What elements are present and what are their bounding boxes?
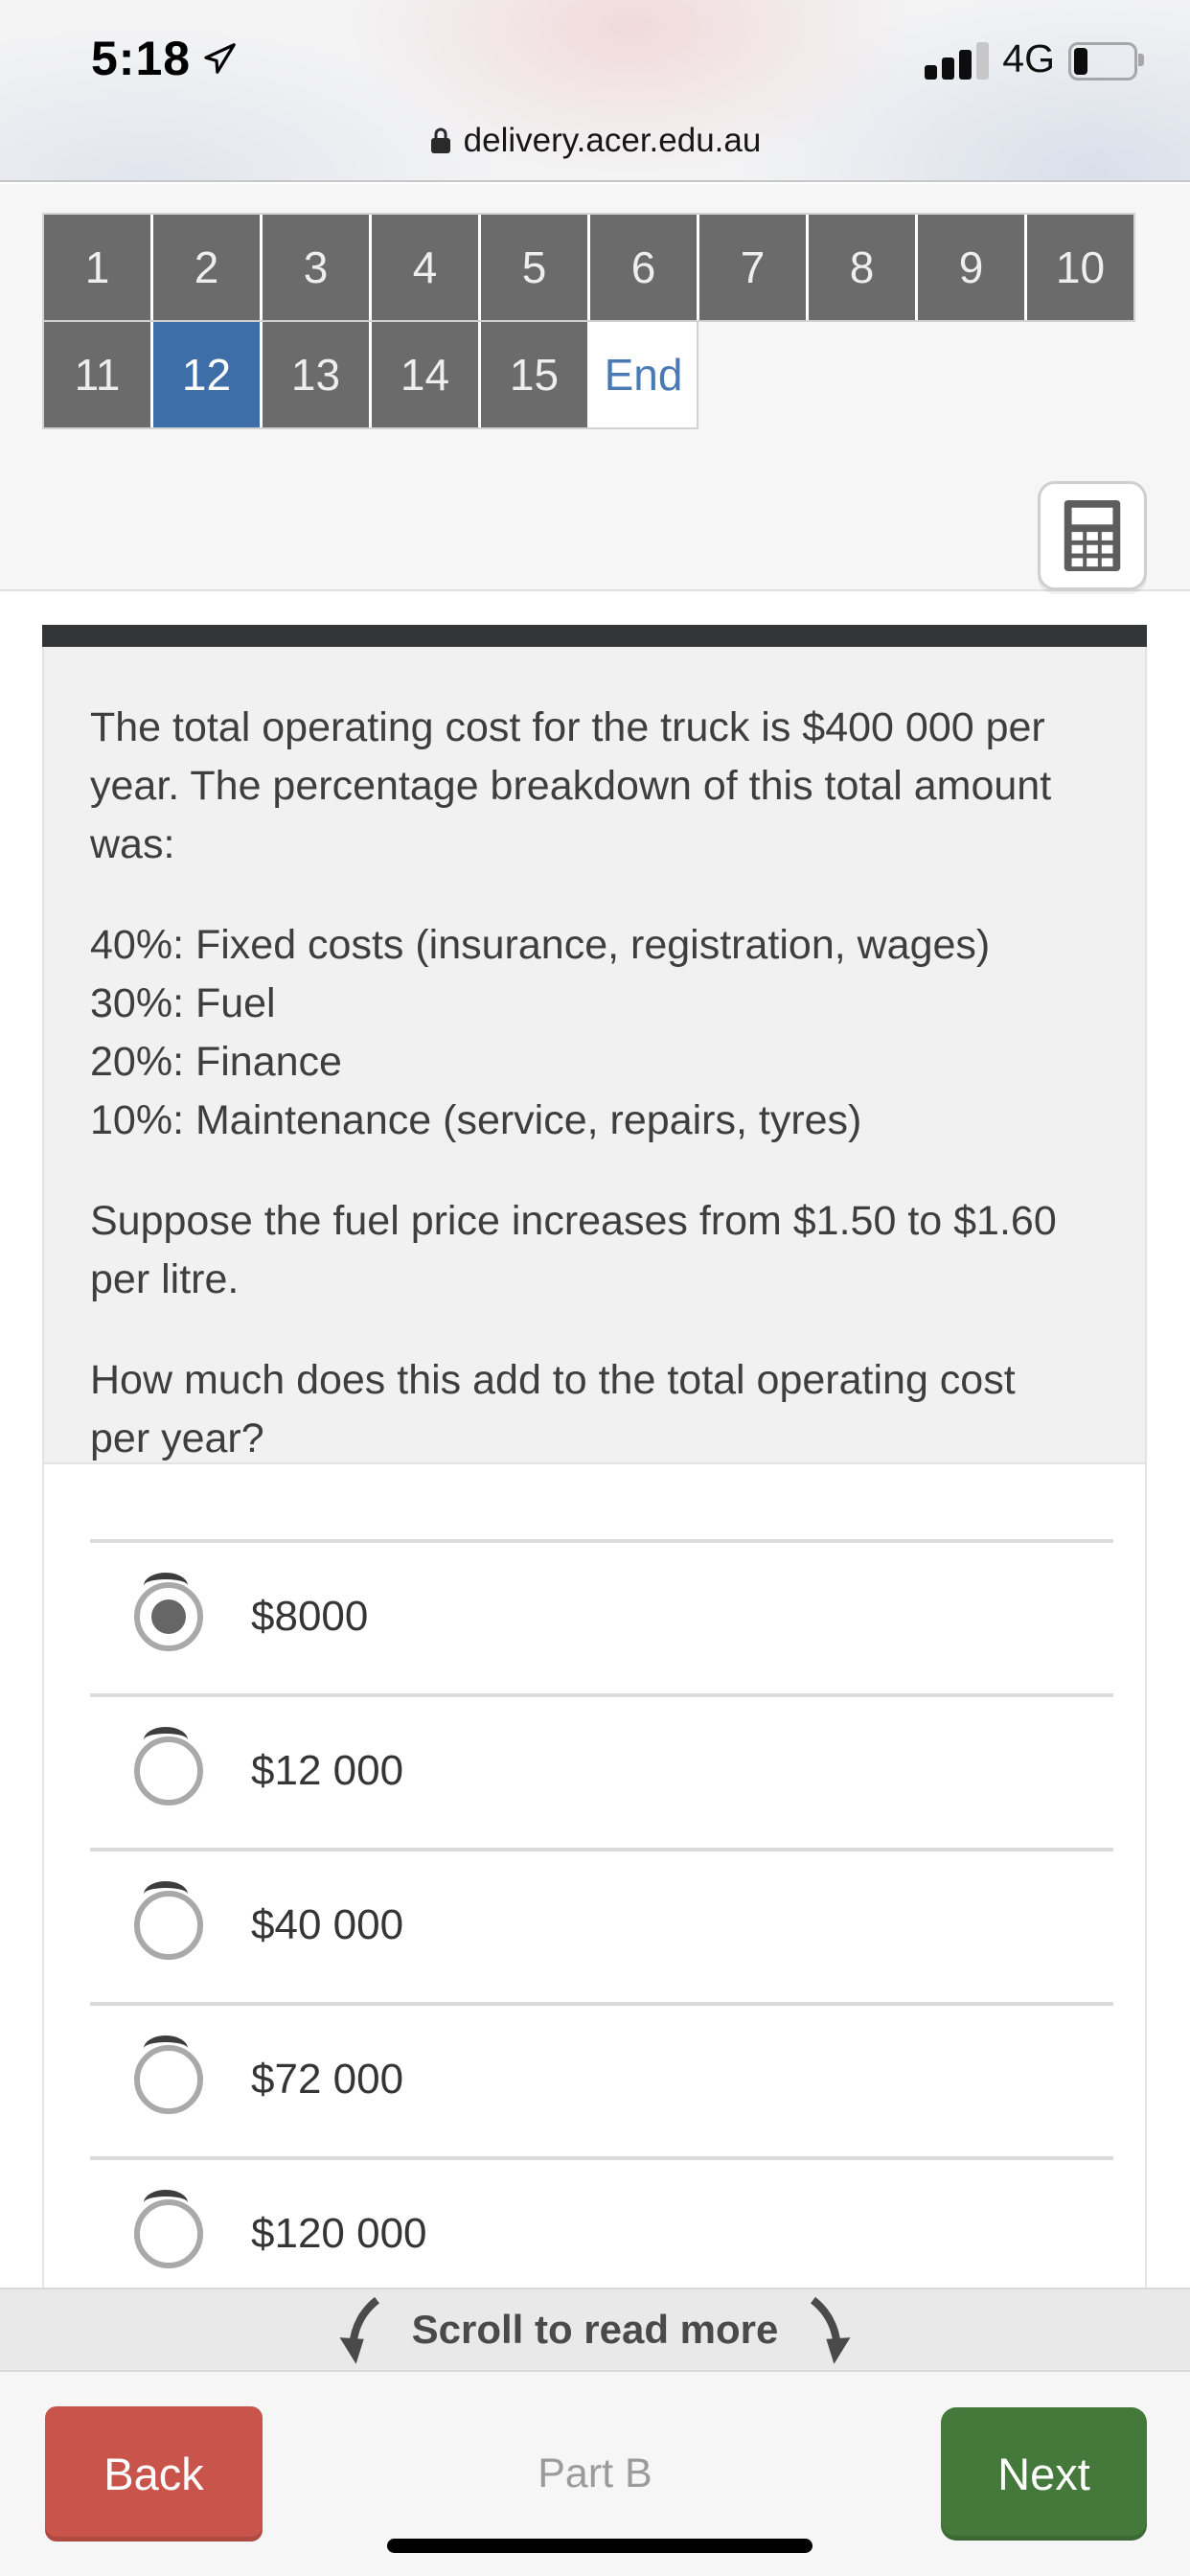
clock-text: 5:18 — [91, 32, 192, 85]
home-indicator[interactable] — [387, 2539, 812, 2553]
pager-item-3[interactable]: 3 — [263, 215, 369, 320]
pager-item-9[interactable]: 9 — [918, 215, 1024, 320]
pager-row-2 — [42, 320, 698, 429]
radio-icon[interactable] — [134, 1891, 203, 1960]
pager-item-11[interactable]: 11 — [44, 322, 150, 427]
answer-options-panel — [42, 1464, 1147, 2288]
breakdown-line: 40%: Fixed costs (insurance, registration, wages) — [90, 922, 991, 968]
question-navigator-section — [0, 184, 1190, 591]
status-time — [91, 31, 239, 86]
pager-item-15[interactable]: 15 — [481, 322, 587, 427]
network-type-label: 4G — [1002, 36, 1055, 80]
pager-item-5[interactable]: 5 — [481, 215, 587, 320]
pager-item-2[interactable]: 2 — [153, 215, 260, 320]
pager-item-1[interactable]: 1 — [44, 215, 150, 320]
scroll-hint-band — [0, 2288, 1190, 2372]
pager-item-14[interactable]: 14 — [372, 322, 478, 427]
option-label: $40 000 — [251, 1900, 404, 1948]
navigation-footer — [0, 2372, 1190, 2576]
status-bar — [0, 21, 1190, 90]
breakdown-line: 10%: Maintenance (service, repairs, tyres) — [90, 1097, 862, 1143]
option-label: $8000 — [251, 1592, 369, 1640]
location-arrow-icon — [202, 40, 239, 77]
calculator-icon — [1055, 495, 1130, 576]
calculator-button[interactable] — [1038, 481, 1147, 590]
breakdown-line: 30%: Fuel — [90, 980, 276, 1026]
question-pager — [42, 213, 1135, 429]
part-label: Part B — [538, 2450, 652, 2496]
battery-icon — [1068, 42, 1137, 80]
pager-item-4[interactable]: 4 — [372, 215, 478, 320]
pager-item-10[interactable]: 10 — [1027, 215, 1133, 320]
cost-breakdown-list — [90, 916, 1063, 1150]
pager-item-12-current[interactable]: 12 — [153, 322, 260, 427]
address-bar[interactable] — [0, 111, 1190, 171]
question-scenario: Suppose the fuel price increases from $1.50 to $1.60 per litre. — [90, 1198, 1057, 1302]
pager-item-6[interactable]: 6 — [590, 215, 697, 320]
radio-selected-icon[interactable] — [134, 1582, 203, 1651]
safari-top-chrome — [0, 0, 1190, 182]
next-button[interactable]: Next — [941, 2407, 1147, 2541]
breakdown-line: 20%: Finance — [90, 1039, 342, 1085]
scroll-arrow-right-icon — [803, 2292, 860, 2367]
option-label: $120 000 — [251, 2209, 427, 2257]
option-row-120000[interactable] — [44, 2156, 1145, 2288]
option-label: $12 000 — [251, 1746, 404, 1794]
back-button[interactable]: Back — [45, 2406, 263, 2542]
question-prompt: How much does this add to the total operating cost per year? — [90, 1357, 1016, 1461]
option-label: $72 000 — [251, 2055, 404, 2103]
pager-item-end[interactable]: End — [590, 322, 697, 427]
scroll-hint-label: Scroll to read more — [411, 2307, 779, 2352]
pager-item-7[interactable]: 7 — [699, 215, 806, 320]
scroll-arrow-left-icon — [330, 2292, 387, 2367]
url-domain: delivery.acer.edu.au — [463, 122, 762, 159]
status-right-icons — [925, 36, 1137, 83]
option-row-40000[interactable] — [44, 1848, 1145, 2002]
pager-item-8[interactable]: 8 — [809, 215, 915, 320]
signal-strength-icon — [925, 42, 989, 83]
pager-item-13[interactable]: 13 — [263, 322, 369, 427]
option-row-8000[interactable] — [44, 1539, 1145, 1693]
radio-icon[interactable] — [134, 2199, 203, 2268]
option-row-12000[interactable] — [44, 1693, 1145, 1848]
radio-icon[interactable] — [134, 1736, 203, 1806]
question-intro: The total operating cost for the truck is $400 000 per year. The percentage breakdown of this total amount was: — [90, 704, 1052, 867]
question-panel-header-bar — [42, 625, 1147, 647]
question-text-area — [42, 647, 1147, 1464]
lock-icon — [429, 126, 452, 155]
radio-icon[interactable] — [134, 2045, 203, 2114]
question-panel — [42, 625, 1147, 1464]
pager-row-1 — [42, 213, 1135, 322]
option-row-72000[interactable] — [44, 2002, 1145, 2156]
